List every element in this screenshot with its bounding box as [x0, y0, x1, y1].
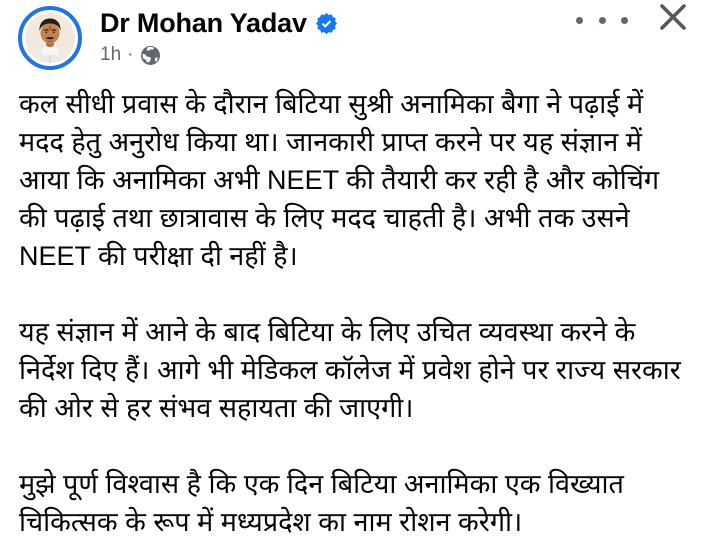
timestamp[interactable]: 1h — [100, 44, 122, 65]
author-name[interactable]: Dr Mohan Yadav — [100, 8, 307, 38]
text-line: यह संज्ञान में आने के बाद बिटिया के लिए उचित व्यवस्था करने के — [19, 317, 636, 347]
paragraph-2 — [19, 313, 708, 427]
meta-separator: · — [127, 44, 134, 65]
dot — [576, 17, 583, 24]
text-line: NEET की परीक्षा दी नहीं है। — [19, 241, 298, 271]
text-line: चिकित्सक के रूप में मध्यप्रदेश का नाम रोशन करेगी। — [19, 507, 523, 537]
dot — [599, 17, 606, 24]
profile-photo-illustration — [25, 13, 75, 63]
close-x-icon — [653, 0, 691, 38]
text-line: कल सीधी प्रवास के दौरान बिटिया सुश्री अनामिका बैगा ने पढ़ाई में — [19, 89, 644, 119]
text-line: की ओर से हर संभव सहायता की जाएगी। — [19, 393, 414, 423]
close-button[interactable] — [653, 0, 691, 38]
paragraph-1 — [19, 85, 708, 275]
text-line: मदद हेतु अनुरोध किया था। जानकारी प्राप्त करने पर यह संज्ञान में — [19, 127, 642, 157]
post-text — [19, 85, 708, 540]
paragraph-3 — [19, 465, 708, 540]
text-line: आया कि अनामिका अभी NEET की तैयारी कर रही है और कोचिंग — [19, 165, 660, 195]
text-line: निर्देश दिए हैं। आगे भी मेडिकल कॉलेज में प्रवेश होने पर राज्य सरकार — [19, 355, 681, 385]
text-line: की पढ़ाई तथा छात्रावास के लिए मदद चाहती है। अभी तक उसने — [19, 203, 630, 233]
text-line: मुझे पूर्ण विश्वास है कि एक दिन बिटिया अनामिका एक विख्यात — [19, 469, 624, 499]
profile-picture[interactable] — [18, 6, 82, 70]
globe-icon — [141, 46, 160, 65]
more-options-button[interactable] — [576, 8, 628, 32]
dot — [621, 17, 628, 24]
post-header — [100, 6, 338, 66]
verified-badge-icon — [315, 13, 338, 36]
